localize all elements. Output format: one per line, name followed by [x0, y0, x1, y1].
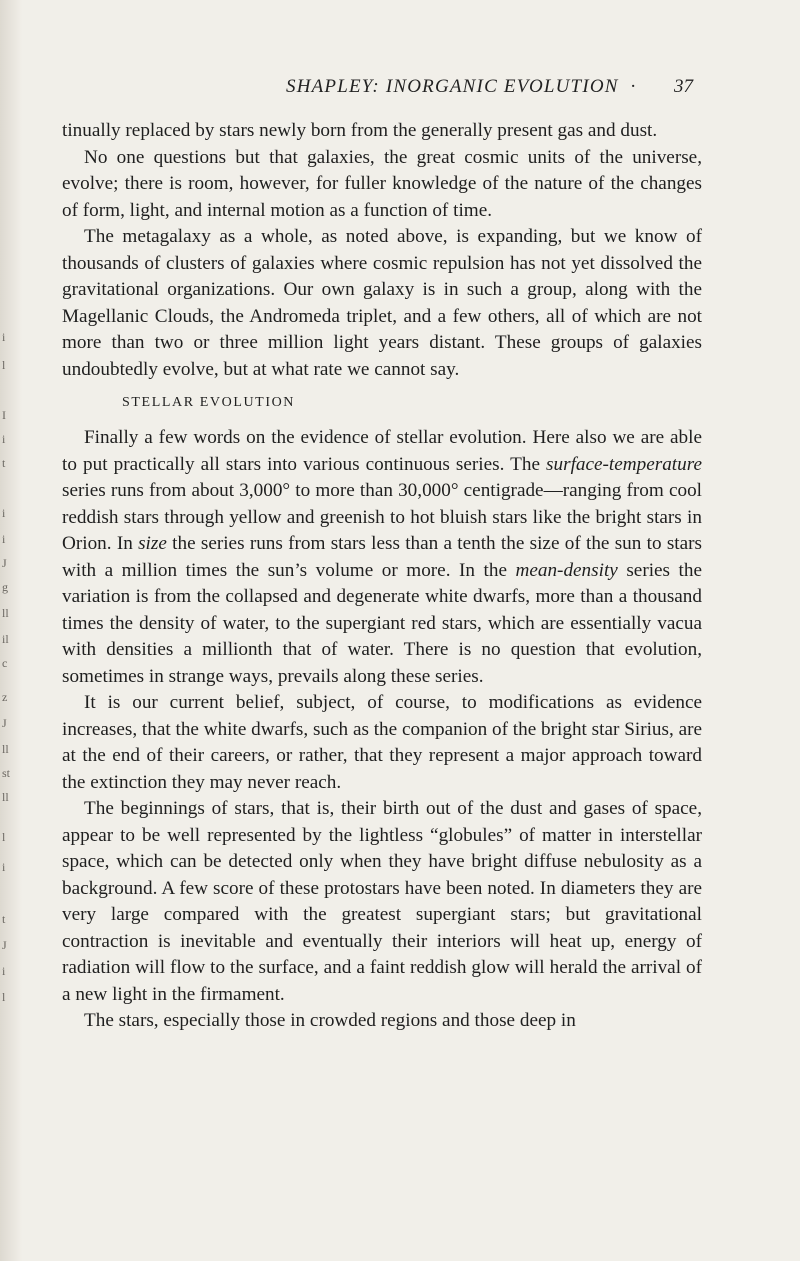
gutter-mark: i — [2, 432, 6, 446]
paragraph-metagalaxy: The metagalaxy as a whole, as noted above, is expanding, but we know of thousands of clusters of galaxies where cosmic repulsion has not yet dissolved the gravitational organizations. Our own galaxy is in such a group, along with the Magellanic Clouds, the Andromeda triplet, and a few others, all of which are not more than two or three million light years distant. These groups of galaxies undoubtedly evolve, but at what rate we cannot say. — [62, 226, 702, 380]
gutter-mark: i — [2, 532, 6, 546]
gutter-mark: g — [2, 580, 8, 594]
gutter-mark: c — [2, 656, 8, 670]
gutter-mark: z — [2, 690, 8, 704]
text-run: Finally a few words on the evidence of stellar evolution. Here also we are able to put practically all stars into various continuous series. The — [62, 427, 702, 475]
italic-term-surface-temperature: surface-temperature — [546, 453, 702, 475]
italic-term-size: size — [138, 533, 167, 554]
text-run: series runs from about 3,000° to more than 30,000° centigrade—ranging from cool reddish stars through yellow and greenish to hot bluish stars like the bright stars in Orion. In — [62, 480, 702, 554]
binding-gutter — [0, 0, 22, 1261]
gutter-mark: J — [2, 716, 7, 730]
gutter-mark: l — [2, 830, 6, 844]
gutter-mark: t — [2, 912, 6, 926]
gutter-mark: i — [2, 860, 6, 874]
gutter-mark: st — [2, 766, 11, 780]
text-run: series the variation is from the collapsed and degenerate white dwarfs, more than a thousand times the density of water, to the supergiant red stars, which are essentially vacua with densities a millionth that of water. There is no question that evolution, sometimes in strange ways, prevails along these series. — [62, 559, 702, 687]
page-header — [0, 76, 800, 102]
gutter-mark: J — [2, 938, 7, 952]
page-body — [62, 118, 702, 1035]
gutter-mark: il — [2, 632, 9, 646]
gutter-mark: ll — [2, 742, 9, 756]
paragraph-continuation: tinually replaced by stars newly born from the generally present gas and dust. — [62, 120, 658, 141]
text-run: the series runs from stars less than a tenth the size of the sun to stars with a million times the sun’s volume or more. In the — [62, 533, 702, 581]
gutter-mark: i — [2, 506, 6, 520]
gutter-mark: l — [2, 358, 6, 372]
gutter-mark: ll — [2, 606, 9, 620]
paragraph-galaxies-evolve: No one questions but that galaxies, the great cosmic units of the universe, evolve; there is room, however, for fuller knowledge of the nature of the changes of form, light, and internal motion as a function of time. — [62, 146, 702, 221]
running-head-text: SHAPLEY: INORGANIC EVOLUTION — [286, 76, 619, 97]
gutter-mark: ll — [2, 790, 9, 804]
paragraph-white-dwarfs: It is our current belief, subject, of course, to modifications as evidence increases, that the white dwarfs, such as the companion of the bright star Sirius, are at the end of their careers, or rather, that they represent a major approach toward the extinction they may never reach. — [62, 692, 702, 793]
paragraph-stellar-series — [62, 425, 702, 690]
paragraph-crowded-regions: The stars, especially those in crowded regions and those deep in — [84, 1010, 576, 1031]
gutter-mark: I — [2, 408, 6, 422]
gutter-mark: t — [2, 456, 6, 470]
gutter-mark: i — [2, 964, 6, 978]
gutter-mark: l — [2, 990, 6, 1004]
running-head — [286, 76, 637, 98]
paragraph-star-birth: The beginnings of stars, that is, their birth out of the dust and gases of space, appear to be well represented by the lightless “globules” of matter in interstellar space, which can be detected only when they have bright diffuse nebulosity as a background. A few score of these protostars have been noted. In diameters they are very large compared with the greatest supergiant stars; but gravitational contraction is inevitable and eventually their interiors will heat up, energy of radiation will flow to the surface, and a faint reddish glow will herald the arrival of a new light in the firmament. — [62, 798, 702, 1005]
italic-term-mean-density: mean-density — [515, 559, 618, 581]
gutter-mark: J — [2, 556, 7, 570]
header-separator: · — [630, 76, 637, 97]
page-number: 37 — [674, 76, 693, 97]
section-heading: STELLAR EVOLUTION — [122, 395, 296, 410]
gutter-mark: i — [2, 330, 6, 344]
